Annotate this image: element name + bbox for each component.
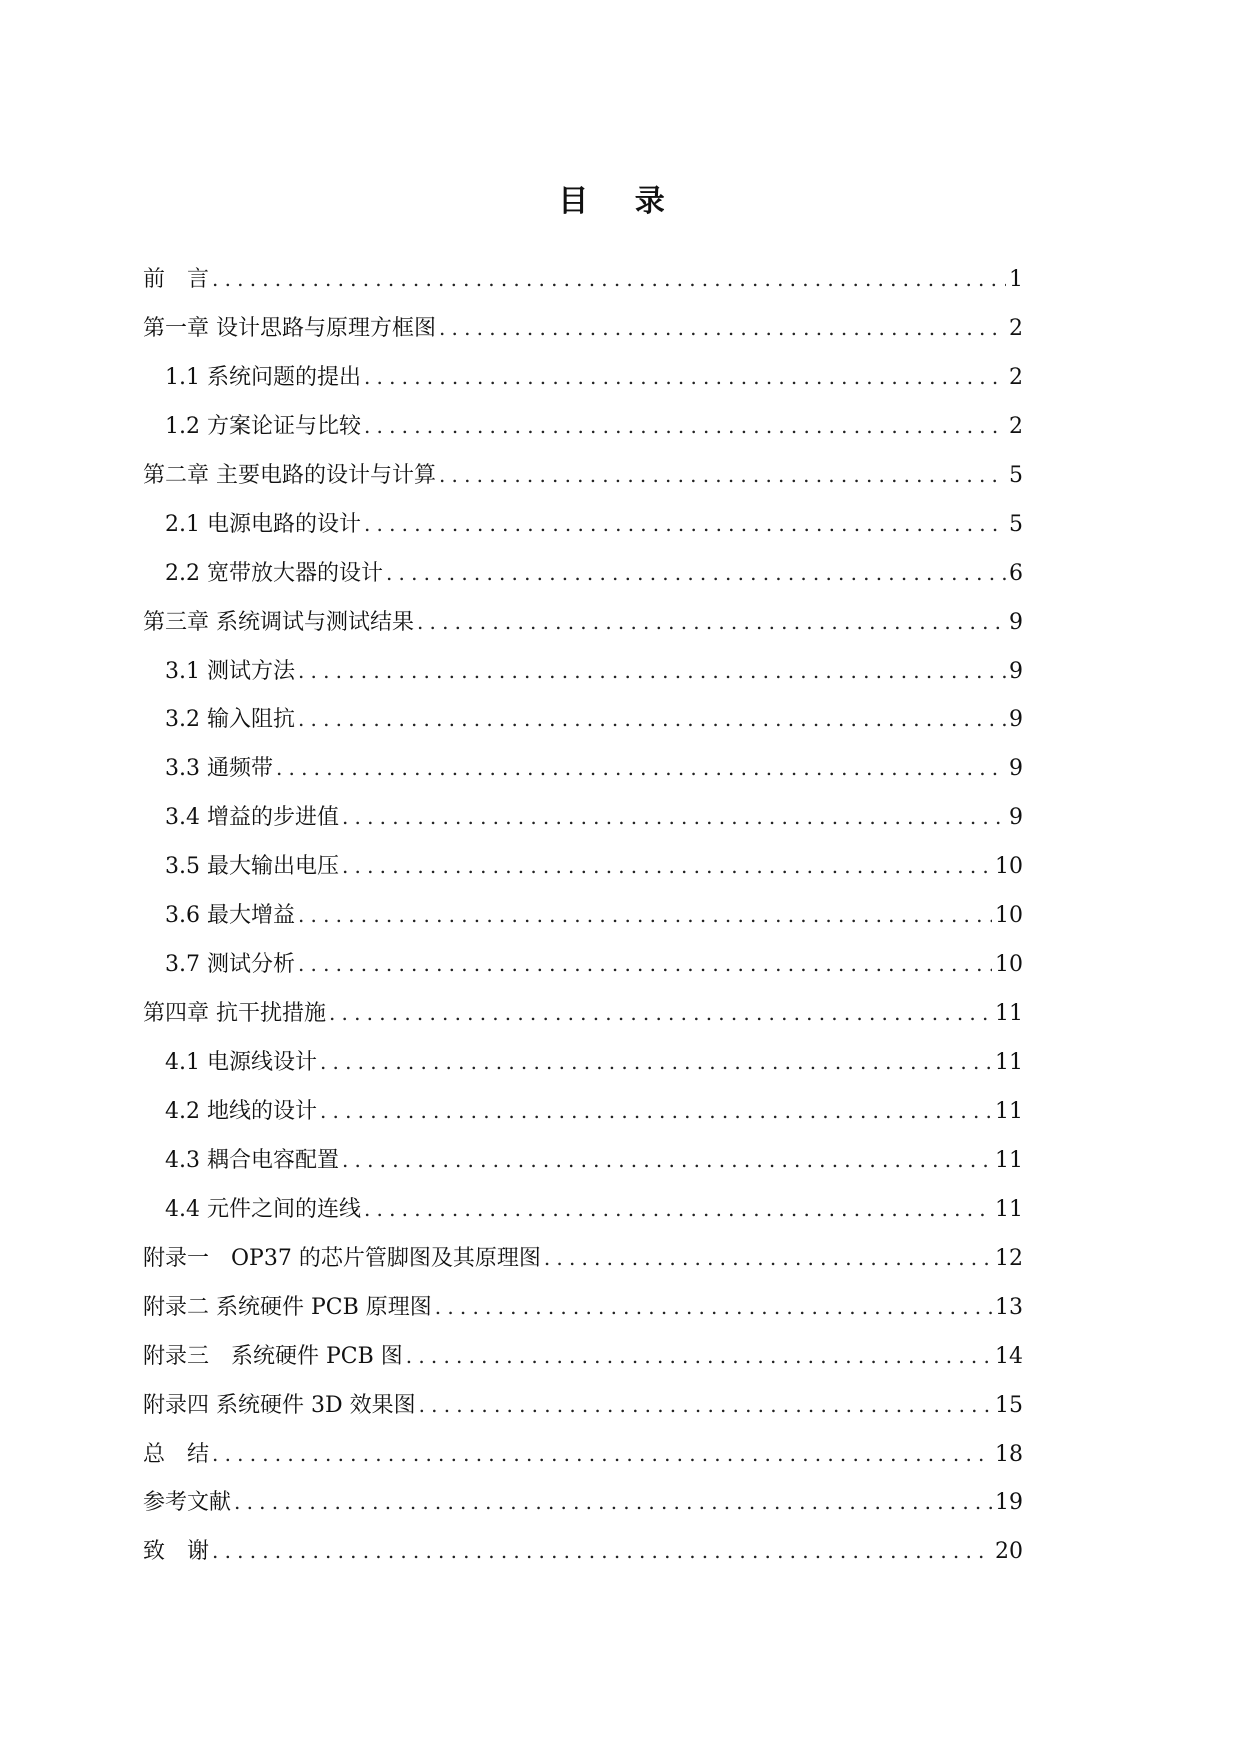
toc-entry-page-number: 9 <box>1009 658 1023 684</box>
toc-entry[interactable] <box>143 1098 1023 1147</box>
toc-entry-page-number: 19 <box>995 1490 1023 1516</box>
toc-entry-page-number: 15 <box>995 1392 1023 1418</box>
toc-entry[interactable] <box>143 804 1023 853</box>
toc-entry-page-number: 10 <box>995 952 1023 978</box>
dot-leader <box>320 1049 992 1075</box>
toc-entry-title: 致 谢 <box>143 1539 210 1565</box>
dot-leader <box>435 1294 992 1320</box>
toc-entry-title: 3.6 最大增益 <box>165 903 295 929</box>
dot-leader <box>364 364 1006 390</box>
dot-leader <box>212 1538 992 1564</box>
toc-entry-title: 3.2 输入阻抗 <box>165 707 295 733</box>
toc-entry-page-number: 2 <box>1009 413 1023 439</box>
toc-entry-title: 3.5 最大输出电压 <box>165 854 339 880</box>
toc-entry-page-number: 9 <box>1009 756 1023 782</box>
dot-leader <box>276 755 1006 781</box>
dot-leader <box>439 315 1006 341</box>
dot-leader <box>320 1098 992 1124</box>
toc-entry-page-number: 11 <box>995 1001 1023 1027</box>
toc-entry[interactable] <box>143 1294 1023 1343</box>
toc-entry[interactable] <box>143 1441 1023 1490</box>
dot-leader <box>439 462 1006 488</box>
toc-entry[interactable] <box>143 755 1023 804</box>
toc-entry[interactable] <box>143 1147 1023 1196</box>
toc-entry-title: 4.3 耦合电容配置 <box>165 1147 339 1173</box>
toc-entry-page-number: 18 <box>995 1441 1023 1467</box>
dot-leader <box>364 511 1006 537</box>
toc-entry[interactable] <box>143 462 1023 511</box>
toc-entry-page-number: 11 <box>995 1050 1023 1075</box>
dot-leader <box>212 1441 992 1467</box>
toc-entry-title: 3.7 测试分析 <box>165 952 295 978</box>
dot-leader <box>417 609 1006 635</box>
toc-entry-title: 附录三 系统硬件 PCB 图 <box>143 1343 403 1369</box>
toc-entry-page-number: 10 <box>995 854 1023 880</box>
toc-entry-title: 2.2 宽带放大器的设计 <box>165 560 383 586</box>
toc-entry[interactable] <box>143 315 1023 364</box>
toc-entry[interactable] <box>143 658 1023 707</box>
dot-leader <box>364 413 1006 439</box>
toc-entry[interactable] <box>143 609 1023 658</box>
toc-entry-page-number: 2 <box>1009 315 1023 341</box>
toc-entry-title: 4.4 元件之间的连线 <box>165 1196 361 1222</box>
dot-leader <box>298 902 992 928</box>
toc-entry[interactable] <box>143 511 1023 560</box>
dot-leader <box>364 1196 992 1222</box>
toc-entry[interactable] <box>143 1196 1023 1245</box>
dot-leader <box>298 951 992 977</box>
toc-entry-page-number: 9 <box>1009 805 1023 831</box>
toc-entry-title: 2.1 电源电路的设计 <box>165 511 361 537</box>
dot-leader <box>419 1392 992 1418</box>
dot-leader <box>234 1489 992 1515</box>
toc-entry[interactable] <box>143 1343 1023 1392</box>
toc-entry[interactable] <box>143 853 1023 902</box>
toc-entry-title: 3.3 通频带 <box>165 756 273 782</box>
toc-entry[interactable] <box>143 413 1023 462</box>
dot-leader <box>298 706 1006 732</box>
toc-entry[interactable] <box>143 706 1023 755</box>
toc-entry-page-number: 11 <box>995 1196 1023 1222</box>
page-title: 目 录 <box>558 184 683 219</box>
toc-entry-title: 3.4 增益的步进值 <box>165 805 339 831</box>
toc-entry-title: 前 言 <box>143 267 210 292</box>
toc-entry[interactable] <box>143 1000 1023 1049</box>
toc-entry[interactable] <box>143 364 1023 413</box>
toc-entry-page-number: 10 <box>995 903 1023 929</box>
toc-entry-page-number: 11 <box>995 1098 1023 1124</box>
toc-entry-title: 第二章 主要电路的设计与计算 <box>143 462 436 488</box>
toc-entry-title: 4.2 地线的设计 <box>165 1098 317 1124</box>
table-of-contents <box>143 266 1023 1587</box>
toc-entry-title: 附录一 OP37 的芯片管脚图及其原理图 <box>143 1245 541 1271</box>
toc-entry-page-number: 9 <box>1009 609 1023 635</box>
dot-leader <box>406 1343 992 1369</box>
toc-entry[interactable] <box>143 951 1023 1000</box>
toc-entry[interactable] <box>143 1489 1023 1538</box>
toc-entry-title: 4.1 电源线设计 <box>165 1050 317 1075</box>
dot-leader <box>342 804 1006 830</box>
dot-leader <box>544 1245 992 1271</box>
toc-entry-title: 总 结 <box>143 1441 210 1467</box>
toc-entry-page-number: 2 <box>1009 364 1023 390</box>
toc-entry-page-number: 5 <box>1009 511 1023 537</box>
toc-entry-page-number: 13 <box>995 1294 1023 1320</box>
toc-entry-page-number: 9 <box>1009 707 1023 733</box>
toc-entry-title: 附录四 系统硬件 3D 效果图 <box>143 1392 416 1418</box>
toc-entry-title: 3.1 测试方法 <box>165 658 295 684</box>
toc-entry-title: 参考文献 <box>143 1490 232 1516</box>
toc-entry-page-number: 5 <box>1009 462 1023 488</box>
dot-leader <box>386 560 1006 586</box>
dot-leader <box>298 658 1006 684</box>
dot-leader <box>342 1147 992 1173</box>
toc-entry[interactable] <box>143 902 1023 951</box>
toc-entry-title: 1.1 系统问题的提出 <box>165 364 361 390</box>
toc-entry[interactable] <box>143 560 1023 609</box>
dot-leader <box>212 266 1006 292</box>
toc-entry-page-number: 20 <box>995 1539 1023 1565</box>
dot-leader <box>342 853 992 879</box>
toc-entry-title: 1.2 方案论证与比较 <box>165 413 361 439</box>
toc-entry-title: 附录二 系统硬件 PCB 原理图 <box>143 1294 432 1320</box>
toc-entry-page-number: 14 <box>995 1343 1023 1369</box>
toc-entry[interactable] <box>143 266 1023 315</box>
dot-leader <box>329 1000 992 1026</box>
toc-entry-page-number: 6 <box>1009 560 1023 586</box>
toc-entry-page-number: 11 <box>995 1147 1023 1173</box>
toc-entry[interactable] <box>143 1049 1023 1098</box>
toc-entry-title: 第一章 设计思路与原理方框图 <box>143 315 436 341</box>
toc-entry-title: 第四章 抗干扰措施 <box>143 1001 326 1027</box>
toc-entry-page-number: 1 <box>1009 267 1023 292</box>
toc-entry-title: 第三章 系统调试与测试结果 <box>143 609 414 635</box>
toc-entry-page-number: 12 <box>995 1245 1023 1271</box>
toc-entry[interactable] <box>143 1245 1023 1294</box>
toc-entry[interactable] <box>143 1538 1023 1587</box>
toc-entry[interactable] <box>143 1392 1023 1441</box>
